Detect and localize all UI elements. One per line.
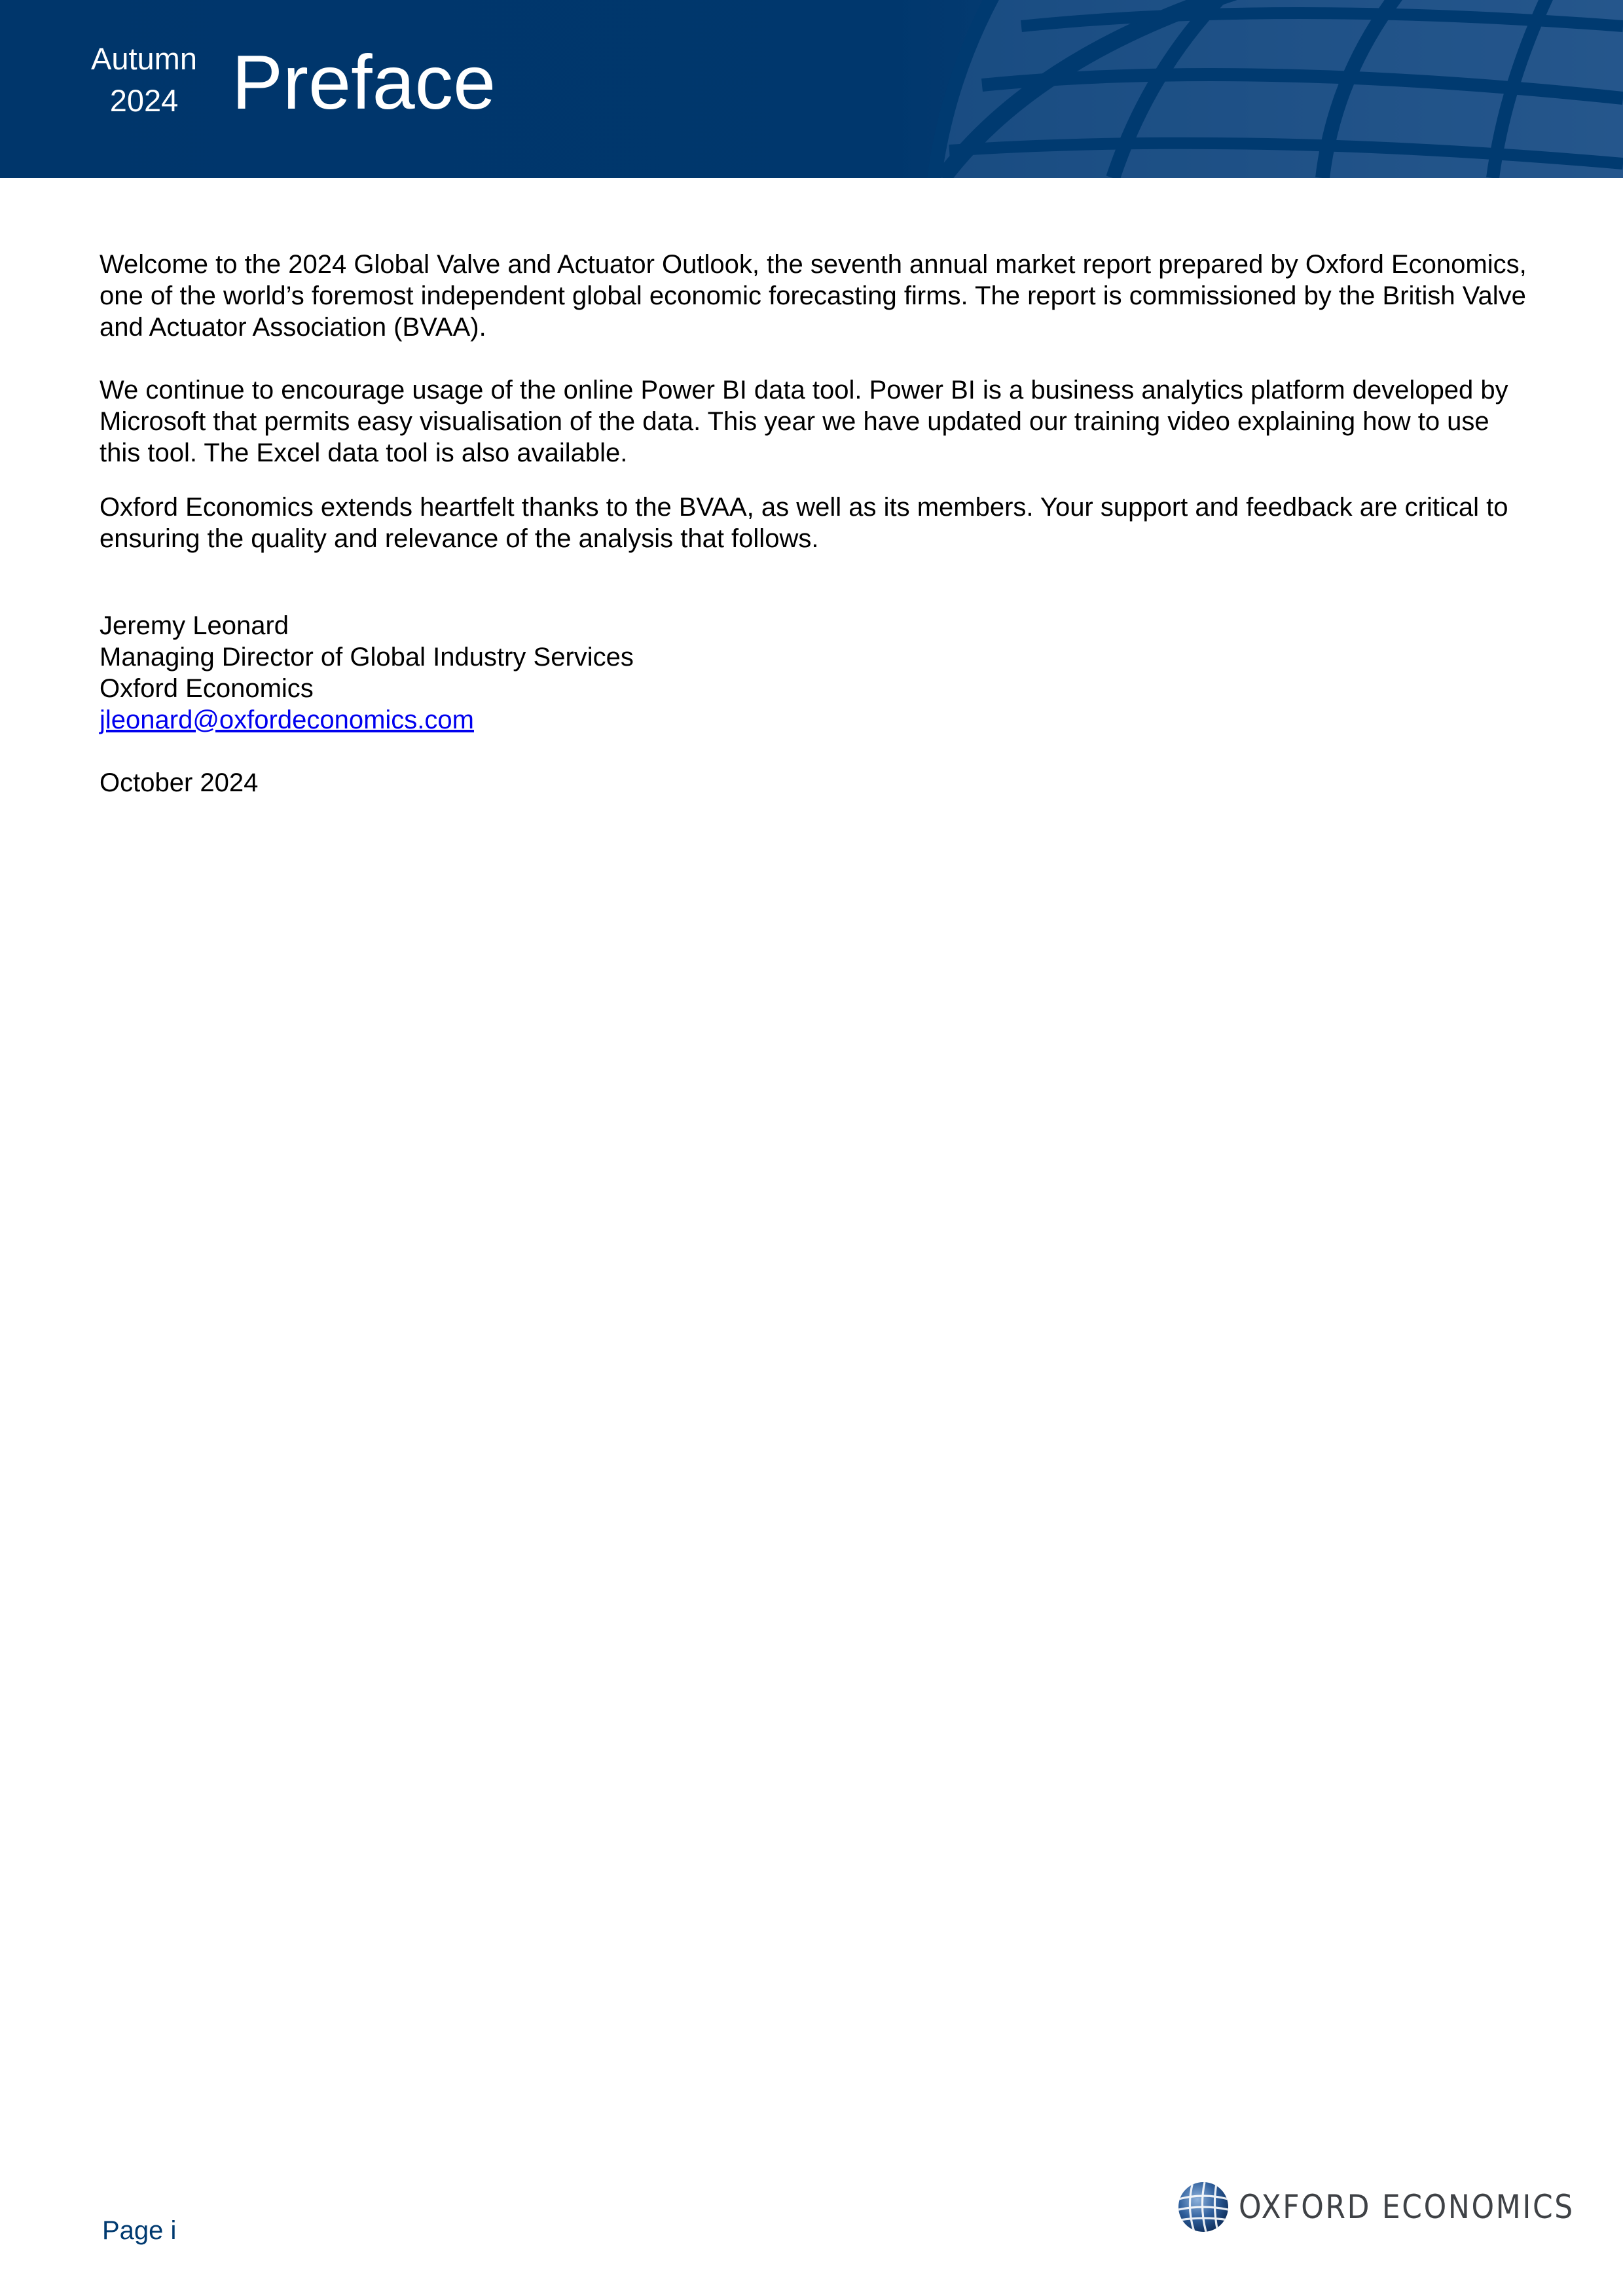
signature-block	[100, 610, 1527, 736]
page-number: Page i	[102, 2216, 177, 2245]
page-title: Preface	[232, 39, 496, 125]
signatory-organisation: Oxford Economics	[100, 674, 314, 703]
edition-season: Autumn	[91, 41, 197, 76]
edition-label	[79, 38, 210, 122]
signatory-email-link[interactable]: jleonard@oxfordeconomics.com	[100, 706, 474, 734]
power-bi-paragraph: We continue to encourage usage of the online Power BI data tool. Power BI is a business analytics platform developed by Microsoft that permits easy visualisation of the data. This year we have updated our training video explaining how to use this tool. The Excel data tool is also available.	[100, 376, 1508, 467]
logo-wordmark: OXFORD ECONOMICS	[1239, 2188, 1575, 2226]
edition-year: 2024	[109, 83, 179, 118]
oxford-economics-logo	[1176, 2178, 1620, 2236]
signatory-name: Jeremy Leonard	[100, 611, 289, 640]
header-band	[0, 0, 1623, 178]
thanks-paragraph: Oxford Economics extends heartfelt thanks to the BVAA, as well as its members. Your support and feedback are critical to ensuring the quality and relevance of the analysis that follows.	[100, 493, 1508, 553]
preface-body	[100, 249, 1527, 798]
intro-paragraph: Welcome to the 2024 Global Valve and Actuator Outlook, the seventh annual market report prepared by Oxford Economics, one of the world’s foremost independent global economic forecasting firms. The report is commissioned by the British Valve and Actuator Association (BVAA).	[100, 250, 1527, 342]
signatory-role: Managing Director of Global Industry Services	[100, 643, 634, 672]
preface-date: October 2024	[100, 768, 259, 797]
globe-icon	[1176, 2179, 1231, 2234]
